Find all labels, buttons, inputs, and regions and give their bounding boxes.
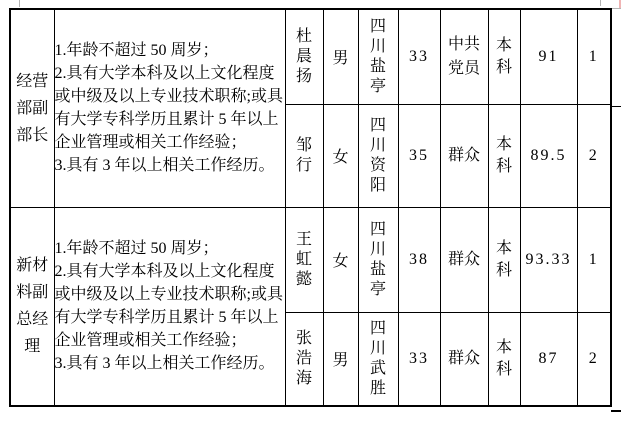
bottom-border-extension [611,410,621,412]
rank-cell: 1 [577,207,611,312]
requirement-item: 1.年龄不超过 50 周岁； [54,42,219,60]
position-label: 新材料副总经理 [16,257,49,356]
political-status-cell: 群众 [440,104,488,207]
education-cell: 本科 [488,312,520,406]
score-cell: 93.33 [520,207,577,312]
age-cell: 38 [398,207,440,312]
education-cell: 本科 [488,104,520,207]
requirement-item: 2.具有大学本科及以上文化程度或中级及以上专业技术职称;或具有大学专科学历且累计 5 年以上企业管理或相关工作经验； [54,263,283,350]
gender-cell: 女 [323,104,358,207]
origin-cell: 四川武胜 [358,312,398,406]
requirement-item: 1.年龄不超过 50 周岁； [54,240,219,258]
rank-cell: 2 [577,104,611,207]
education-cell: 本科 [488,9,520,104]
political-status-cell: 群众 [440,207,488,312]
gridline-tick-left [19,0,20,7]
score-cell: 89.5 [520,104,577,207]
gender-cell: 女 [323,207,358,312]
table-row [10,207,611,312]
gridline-tick-right [600,0,601,6]
requirement-item: 3.具有 3 年以上相关工作经历。 [54,355,275,373]
rank-cell: 2 [577,312,611,406]
score-cell: 91 [520,9,577,104]
origin-cell: 四川资阳 [358,104,398,207]
row-divider-extension [611,106,621,107]
name-cell: 王虹懿 [285,207,323,312]
table-row [10,9,611,104]
position-label: 经营部副部长 [16,72,49,144]
name-cell: 杜晨扬 [285,9,323,104]
requirement-item: 3.具有 3 年以上相关工作经历。 [54,157,275,175]
gender-cell: 男 [323,9,358,104]
score-cell: 87 [520,312,577,406]
requirements-cell [54,9,285,207]
position-cell [10,9,54,207]
top-border-stub [612,8,621,9]
position-cell [10,207,54,406]
gender-cell: 男 [323,312,358,406]
name-cell: 张浩海 [285,312,323,406]
origin-cell: 四川盐亭 [358,9,398,104]
political-status-cell: 群众 [440,312,488,406]
candidate-table [9,8,612,407]
age-cell: 35 [398,104,440,207]
age-cell: 33 [398,9,440,104]
rank-cell: 1 [577,9,611,104]
political-status-cell: 中共党员 [440,9,488,104]
name-cell: 邹行 [285,104,323,207]
origin-cell: 四川盐亭 [358,207,398,312]
age-cell: 33 [398,312,440,406]
requirements-cell [54,207,285,406]
requirement-item: 2.具有大学本科及以上文化程度或中级及以上专业技术职称;或具有大学专科学历且累计 5 年以上企业管理或相关工作经验； [54,65,283,152]
education-cell: 本科 [488,207,520,312]
